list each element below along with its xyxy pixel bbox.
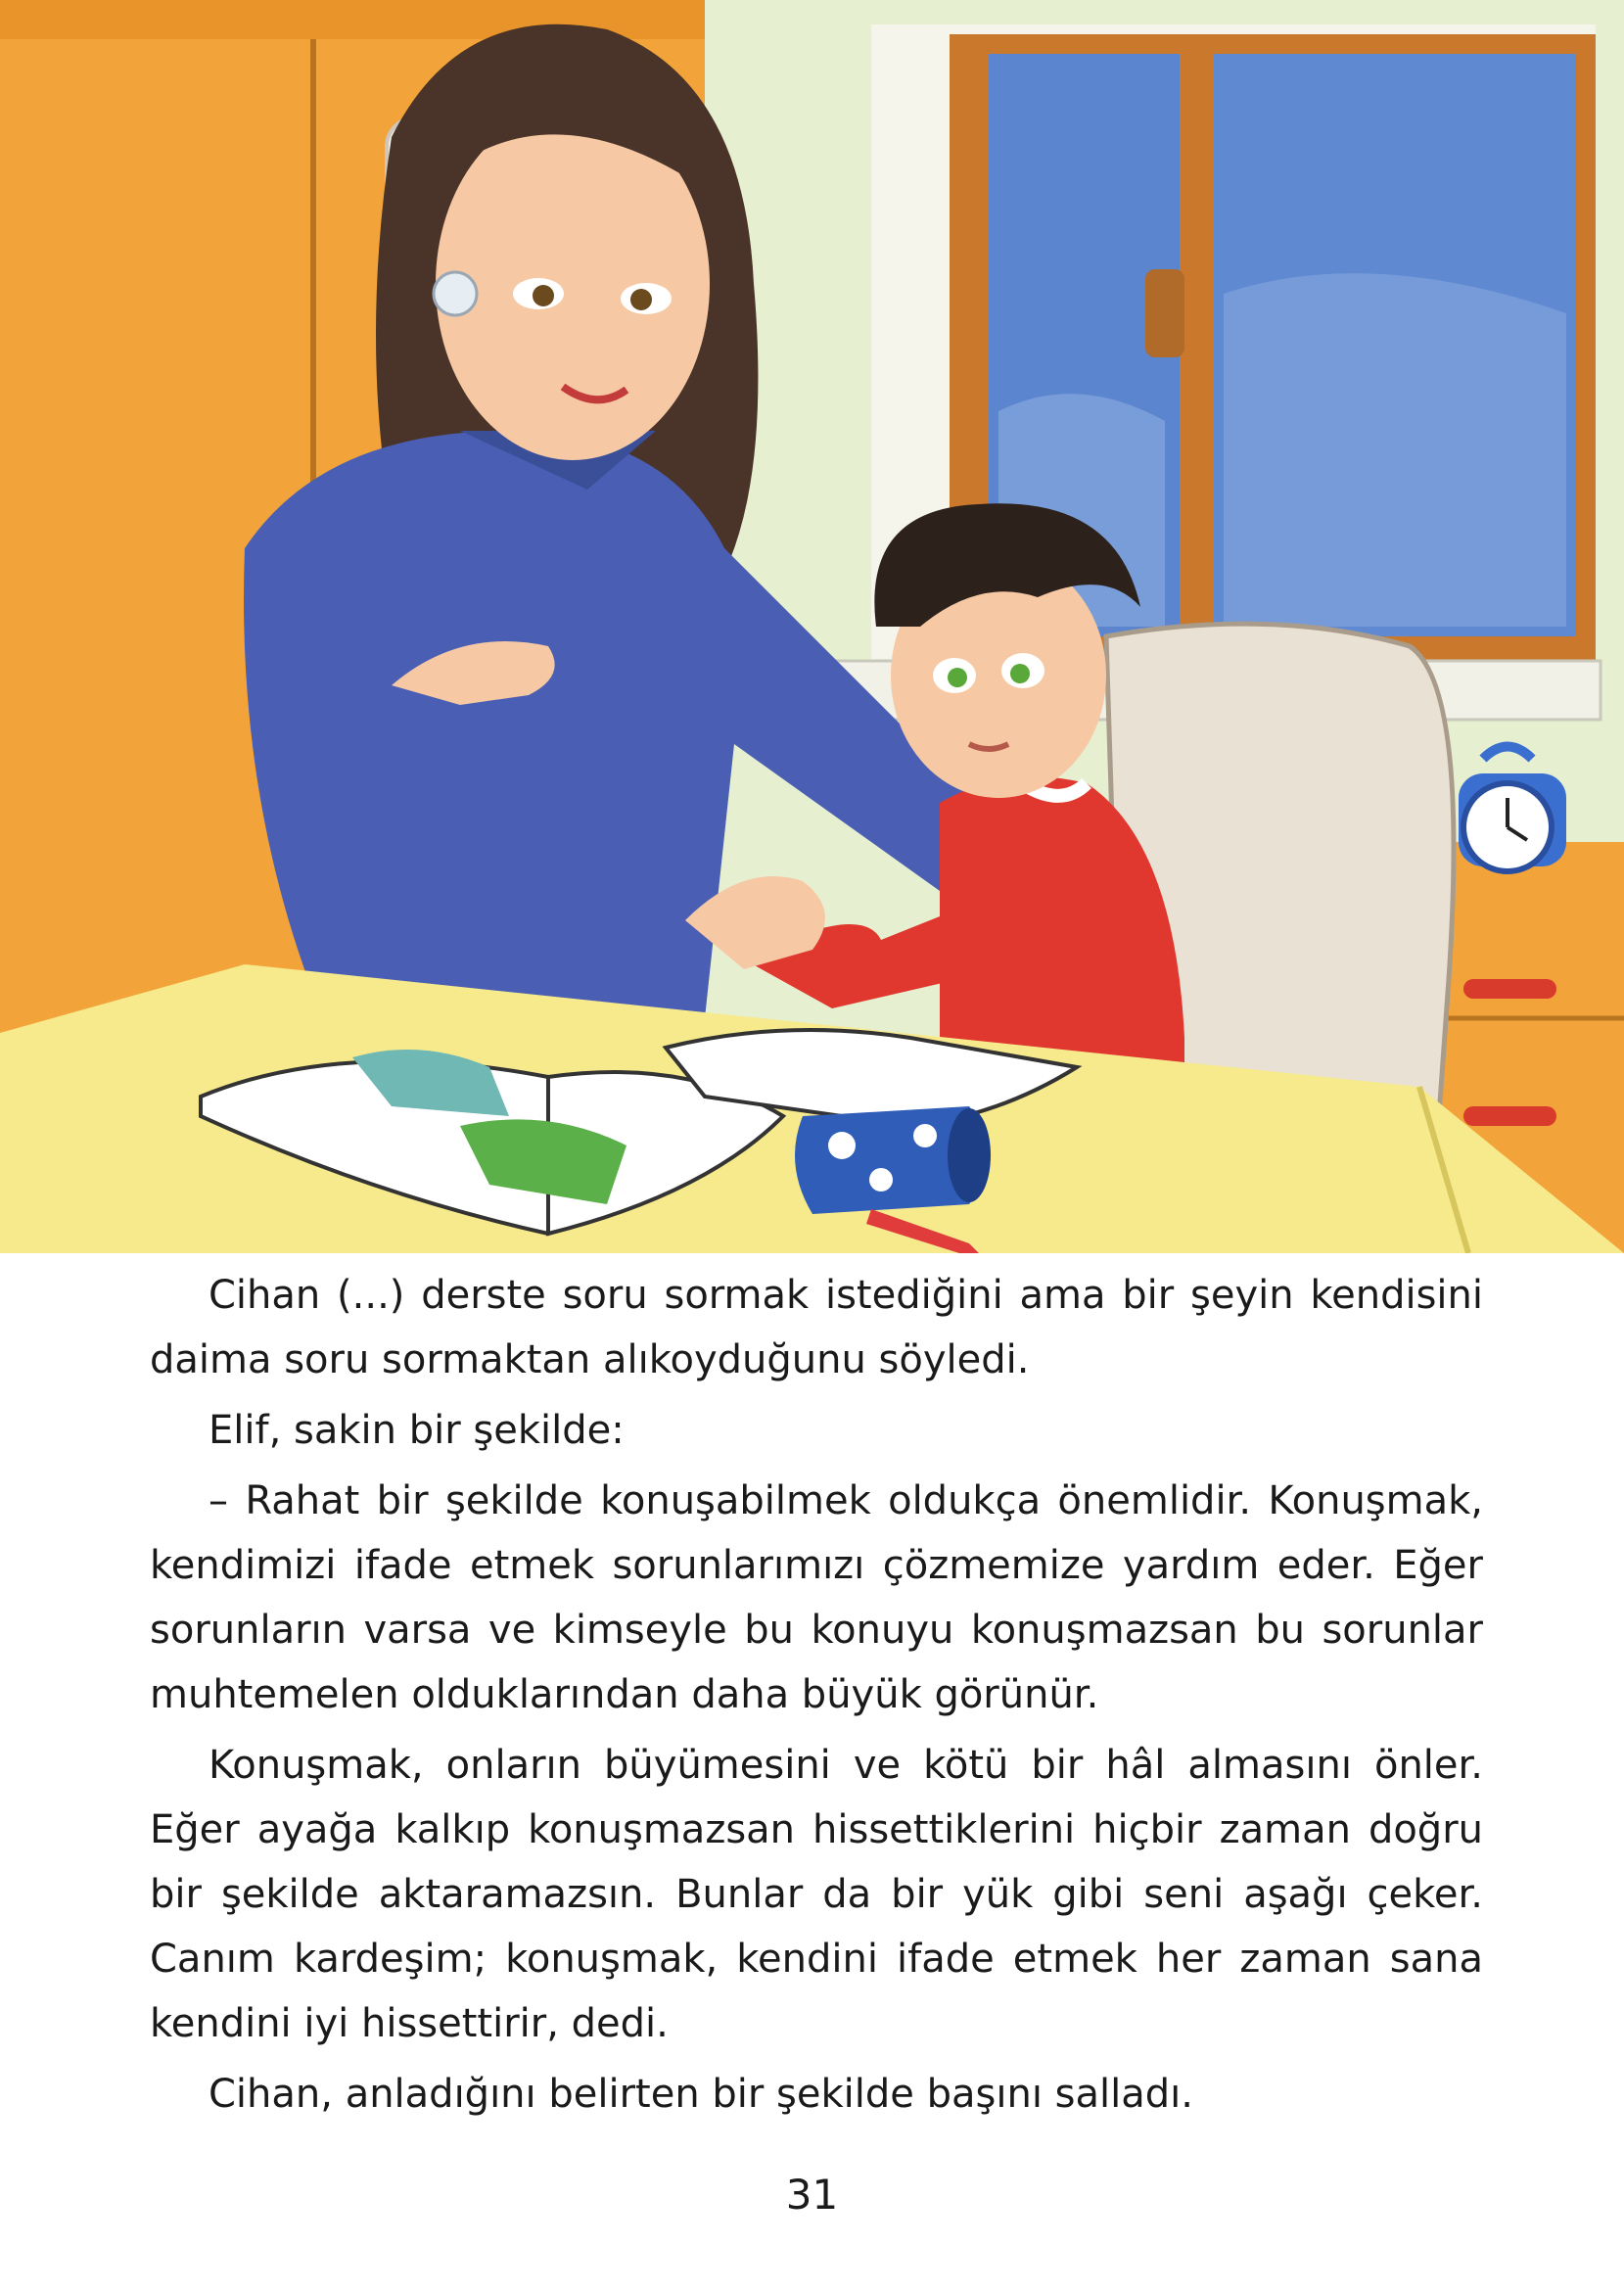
story-text: [150, 1263, 1483, 2127]
paragraph: Konuşmak, onların büyümesini ve kötü bir hâl almasını önler. Eğer ayağa kalkıp konuşmazsan hissettiklerini hiçbir zaman doğru bir şekilde aktaramazsın. Bunlar da bir yük gibi seni aşağı çeker. Canım kardeşim; konuşmak, kendini ifade etmek her zaman sana kendini iyi hissettirir, dedi.: [150, 1743, 1483, 2046]
page-number: 31: [785, 2171, 839, 2219]
paragraph: Cihan, anladığını belirten bir şekilde başını salladı.: [209, 2072, 1193, 2117]
paragraph: Elif, sakin bir şekilde:: [209, 1408, 625, 1453]
paragraph: Cihan (...) derste soru sormak istediğini ama bir şeyin kendisini daima soru sormaktan alıkoyduğunu söyledi.: [150, 1273, 1483, 1382]
pencil-case: [795, 1106, 991, 1214]
paragraph: – Rahat bir şekilde konuşabilmek oldukça önemlidir. Konuşmak, kendimizi ifade etmek sorunlarımızı çözmemize yardım eder. Eğer sorunların varsa ve kimseyle bu konuyu konuşmazsan bu sorunlar muhtemelen olduklarından daha büyük görünür.: [150, 1478, 1483, 1717]
